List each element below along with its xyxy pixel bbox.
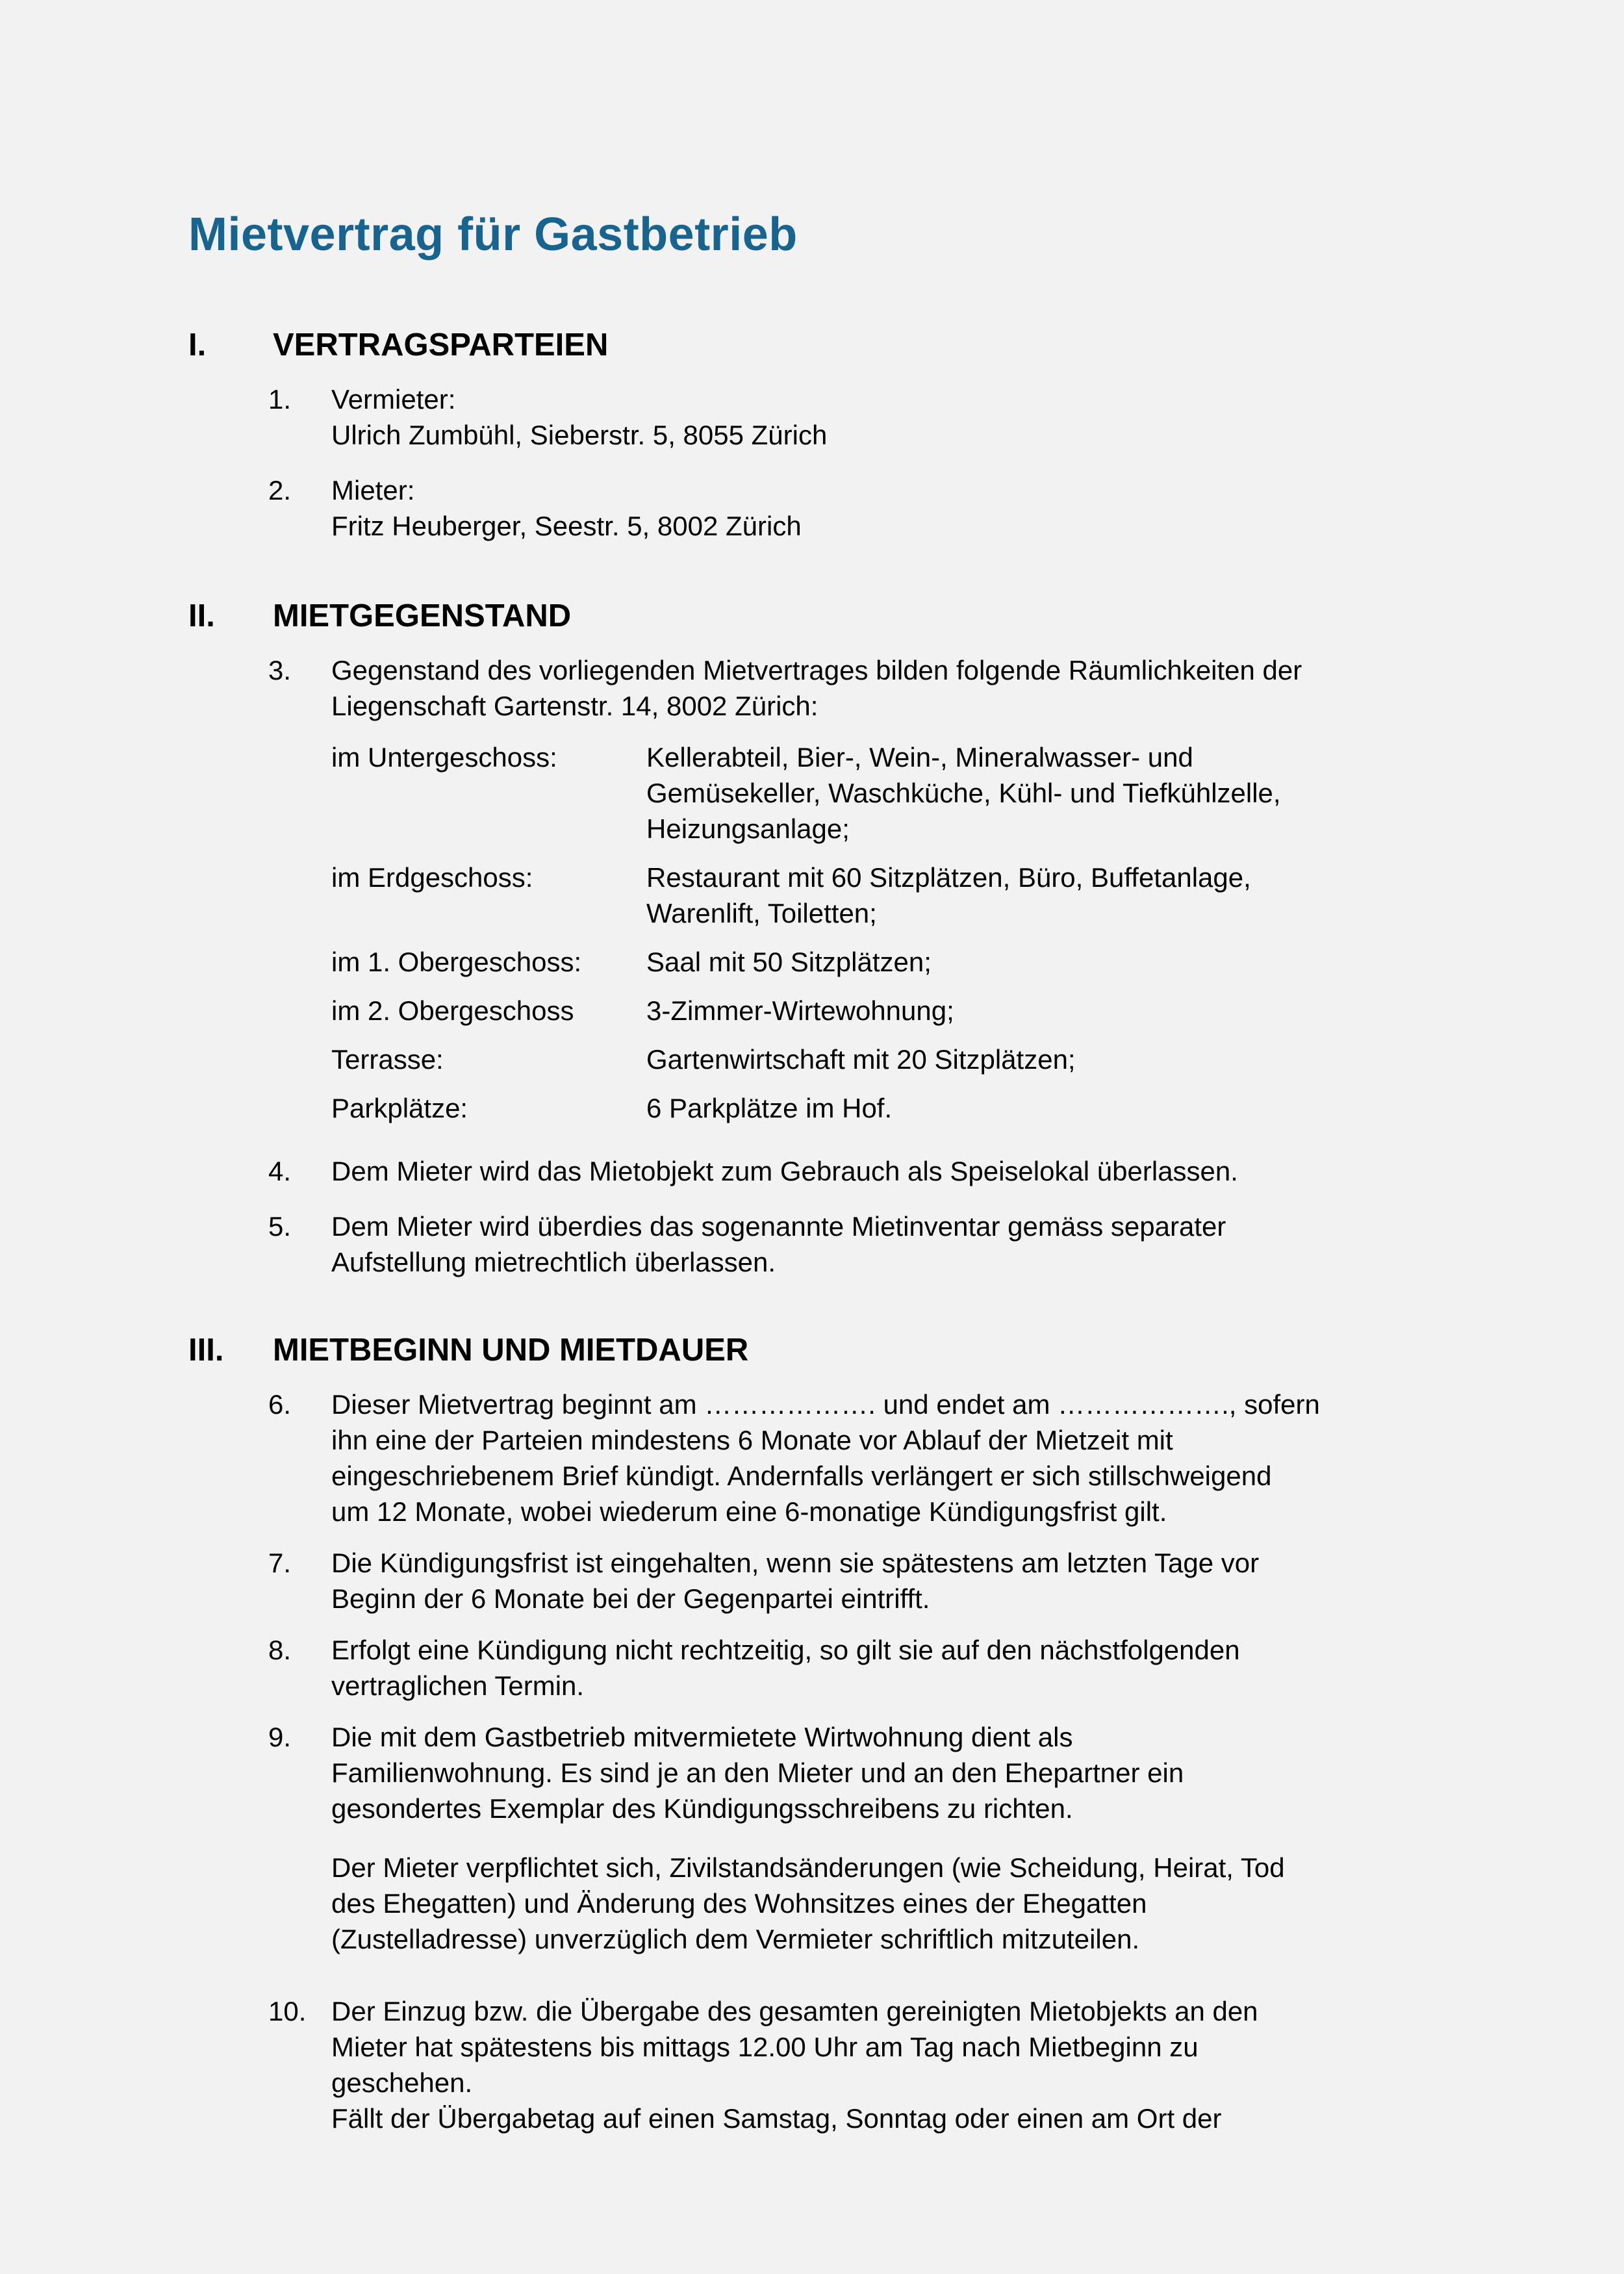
paragraph-line: des Ehegatten) und Änderung des Wohnsitzes eines der Ehegatten bbox=[331, 1888, 1147, 1919]
item-number: 9. bbox=[268, 1722, 292, 1752]
premises-value bbox=[646, 739, 1436, 847]
premises-label: Parkplätze: bbox=[331, 1093, 468, 1123]
section-heading-mietbeginn bbox=[188, 1333, 1436, 1367]
item-line: Fällt der Übergabetag auf einen Samstag, Sonntag oder einen am Ort der bbox=[331, 2103, 1222, 2134]
item-text bbox=[331, 472, 1436, 544]
item-number: 3. bbox=[268, 655, 292, 685]
list-item-10-einzug bbox=[188, 1993, 1436, 2136]
item-line: Mieter hat spätestens bis mittags 12.00 Uhr am Tag nach Mietbeginn zu bbox=[331, 2032, 1199, 2062]
item-line: Gegenstand des vorliegenden Mietvertrages bilden folgende Räumlichkeiten der bbox=[331, 655, 1302, 685]
premises-value bbox=[646, 1041, 1436, 1077]
item-line: Die mit dem Gastbetrieb mitvermietete Wirtwohnung dient als bbox=[331, 1722, 1073, 1752]
item-line: Dem Mieter wird überdies das sogenannte Mietinventar gemäss separater bbox=[331, 1211, 1226, 1242]
item-line: ihn eine der Parteien mindestens 6 Monate vor Ablauf der Mietzeit mit bbox=[331, 1425, 1173, 1455]
item-number: 2. bbox=[268, 475, 292, 505]
item-line: geschehen. bbox=[331, 2067, 473, 2098]
item-number: 5. bbox=[268, 1211, 292, 1242]
section-number: II. bbox=[188, 598, 215, 633]
premises-value-line: 3-Zimmer-Wirtewohnung; bbox=[646, 995, 954, 1026]
item-text bbox=[331, 1208, 1436, 1280]
item-line: Fritz Heuberger, Seestr. 5, 8002 Zürich bbox=[331, 511, 802, 541]
item-line: um 12 Monate, wobei wiederum eine 6-monatige Kündigungsfrist gilt. bbox=[331, 1496, 1167, 1527]
item-line: Beginn der 6 Monate bei der Gegenpartei eintrifft. bbox=[331, 1583, 930, 1614]
list-item-9-wirtwohnung bbox=[188, 1719, 1436, 1826]
premises-value bbox=[646, 944, 1436, 980]
item-text bbox=[331, 1993, 1436, 2136]
item-number: 1. bbox=[268, 384, 292, 415]
premises-value-line: 6 Parkplätze im Hof. bbox=[646, 1093, 893, 1123]
item-number: 10. bbox=[268, 1996, 307, 2026]
item-text bbox=[331, 1545, 1436, 1616]
section-title: MIETGEGENSTAND bbox=[273, 598, 572, 633]
premises-value bbox=[646, 860, 1436, 931]
premises-row-1-obergeschoss bbox=[331, 944, 1436, 980]
item-line: Erfolgt eine Kündigung nicht rechtzeitig, so gilt sie auf den nächstfolgenden bbox=[331, 1635, 1240, 1665]
paragraph-line: Der Mieter verpflichtet sich, Zivilstandsänderungen (wie Scheidung, Heirat, Tod bbox=[331, 1852, 1285, 1883]
list-item-1-vermieter bbox=[188, 381, 1436, 453]
item-text bbox=[331, 381, 1436, 453]
premises-value-line: Warenlift, Toiletten; bbox=[646, 898, 877, 928]
premises-value-line: Kellerabteil, Bier-, Wein-, Mineralwasser- und bbox=[646, 742, 1193, 773]
premises-row-erdgeschoss bbox=[331, 860, 1436, 931]
item-line: Familienwohnung. Es sind je an den Mieter und an den Ehepartner ein bbox=[331, 1757, 1184, 1788]
premises-value-line: Heizungsanlage; bbox=[646, 813, 850, 844]
premises-value-line: Restaurant mit 60 Sitzplätzen, Büro, Buffetanlage, bbox=[646, 862, 1251, 893]
list-item-4-gebrauch bbox=[188, 1153, 1436, 1189]
section-number: I. bbox=[188, 327, 207, 363]
page-title: Mietvertrag für Gastbetrieb bbox=[188, 209, 798, 261]
section-heading-mietgegenstand bbox=[188, 599, 1436, 633]
item-line: Der Einzug bzw. die Übergabe des gesamten gereinigten Mietobjekts an den bbox=[331, 1996, 1258, 2026]
item-number: 8. bbox=[268, 1635, 292, 1665]
premises-row-2-obergeschoss bbox=[331, 993, 1436, 1028]
premises-row-terrasse bbox=[331, 1041, 1436, 1077]
item-line: eingeschriebenem Brief kündigt. Andernfalls verlängert er sich stillschweigend bbox=[331, 1461, 1272, 1491]
list-item-6-mietdauer bbox=[188, 1386, 1436, 1529]
premises-label: im 1. Obergeschoss: bbox=[331, 947, 582, 977]
premises-value-line: Gemüsekeller, Waschküche, Kühl- und Tiefkühlzelle, bbox=[646, 778, 1281, 808]
section-number: III. bbox=[188, 1333, 224, 1368]
premises-value-line: Saal mit 50 Sitzplätzen; bbox=[646, 947, 932, 977]
item-number: 4. bbox=[268, 1156, 292, 1186]
item-text bbox=[331, 652, 1436, 724]
item-line: Dem Mieter wird das Mietobjekt zum Gebrauch als Speiselokal überlassen. bbox=[331, 1156, 1238, 1186]
item-line: Dieser Mietvertrag beginnt am ………………. und endet am ………………., sofern bbox=[331, 1389, 1320, 1420]
item-number: 6. bbox=[268, 1389, 292, 1420]
item-line: gesondertes Exemplar des Kündigungsschreibens zu richten. bbox=[331, 1793, 1073, 1824]
item-line: Aufstellung mietrechtlich überlassen. bbox=[331, 1247, 776, 1277]
item-text bbox=[331, 1386, 1436, 1529]
list-item-5-mietinventar bbox=[188, 1208, 1436, 1280]
premises-label: im Untergeschoss: bbox=[331, 742, 557, 773]
paragraph-line: (Zustelladresse) unverzüglich dem Vermieter schriftlich mitzuteilen. bbox=[331, 1924, 1140, 1954]
item-line: Die Kündigungsfrist ist eingehalten, wenn sie spätestens am letzten Tage vor bbox=[331, 1548, 1260, 1578]
section-heading-vertragsparteien bbox=[188, 328, 1436, 362]
item-line: Ulrich Zumbühl, Sieberstr. 5, 8055 Zürich bbox=[331, 420, 828, 450]
item-number: 7. bbox=[268, 1548, 292, 1578]
section-title: MIETBEGINN UND MIETDAUER bbox=[273, 1333, 749, 1368]
item-text bbox=[331, 1153, 1436, 1189]
list-item-7-kuendigungsfrist bbox=[188, 1545, 1436, 1616]
item-line: Mieter: bbox=[331, 475, 415, 505]
premises-row-parkplaetze bbox=[331, 1090, 1436, 1126]
item-line: vertraglichen Termin. bbox=[331, 1670, 585, 1701]
list-item-3-gegenstand bbox=[188, 652, 1436, 724]
premises-row-untergeschoss bbox=[331, 739, 1436, 847]
item-line: Vermieter: bbox=[331, 384, 456, 415]
paragraph-zivilstandsaenderungen bbox=[331, 1850, 1436, 1957]
premises-label: im 2. Obergeschoss bbox=[331, 995, 574, 1026]
item-line: Liegenschaft Gartenstr. 14, 8002 Zürich: bbox=[331, 691, 818, 721]
list-item-8-kuendigung-termin bbox=[188, 1632, 1436, 1704]
premises-label: im Erdgeschoss: bbox=[331, 862, 533, 893]
section-title: VERTRAGSPARTEIEN bbox=[273, 327, 609, 363]
list-item-2-mieter bbox=[188, 472, 1436, 544]
premises-label: Terrasse: bbox=[331, 1044, 444, 1075]
premises-value bbox=[646, 1090, 1436, 1126]
premises-value bbox=[646, 993, 1436, 1028]
item-text bbox=[331, 1632, 1436, 1704]
item-text bbox=[331, 1719, 1436, 1826]
premises-value-line: Gartenwirtschaft mit 20 Sitzplätzen; bbox=[646, 1044, 1076, 1075]
